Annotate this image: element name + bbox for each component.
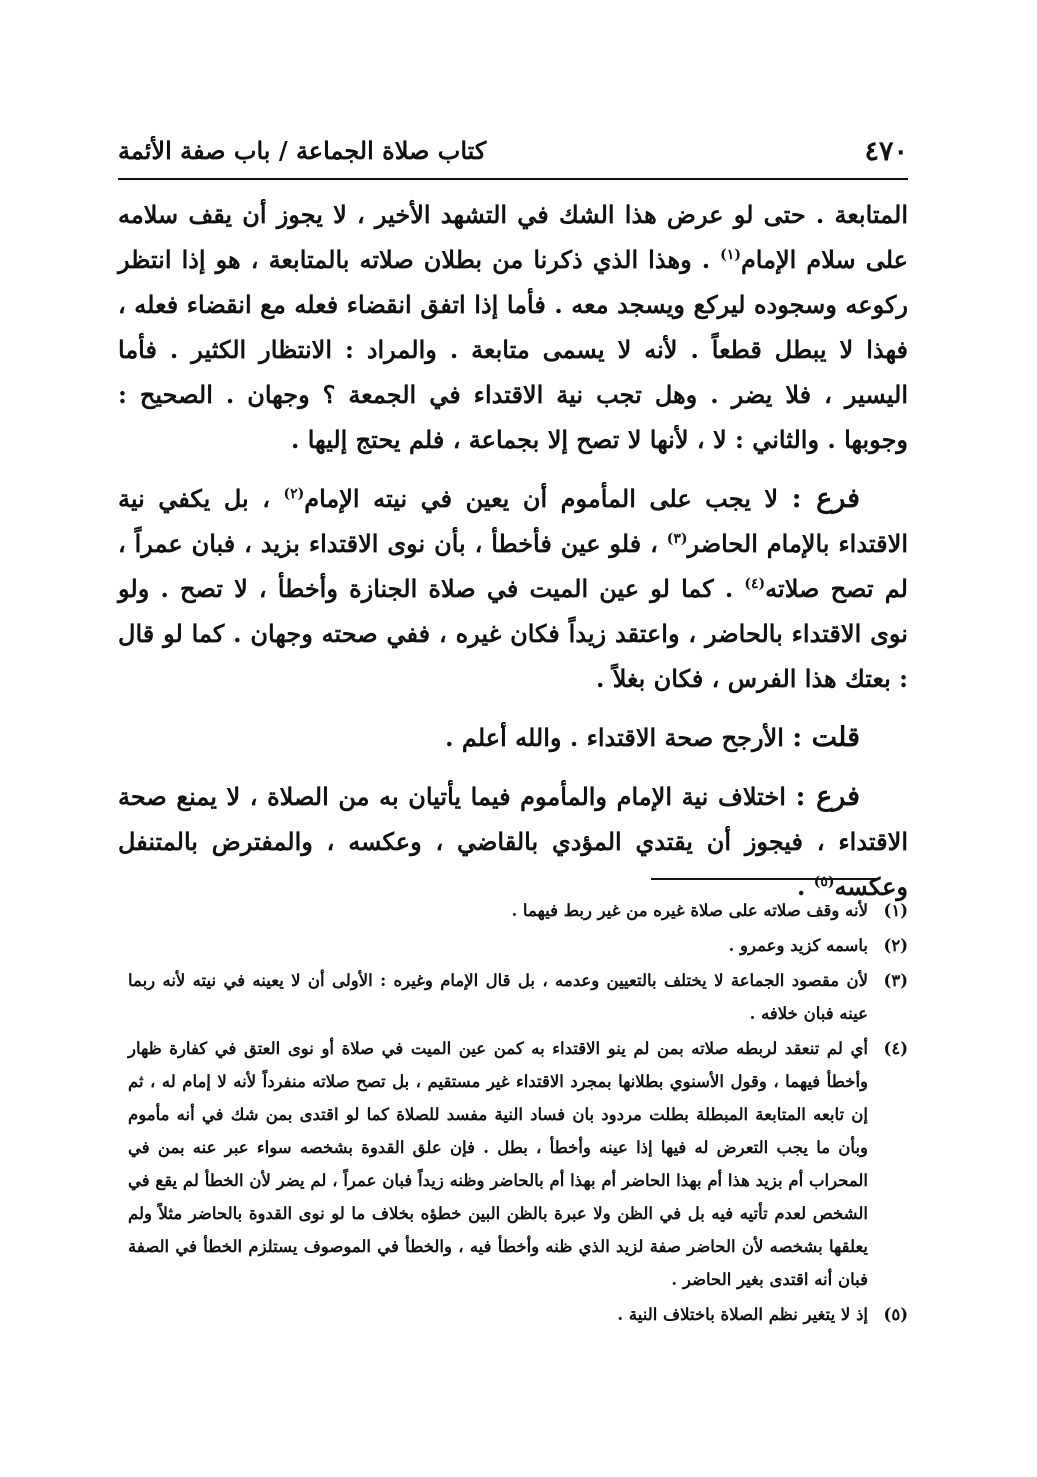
page-header [118,132,908,176]
footnote [128,894,908,927]
footnote-number: (٢) [883,936,908,955]
footnote-ref: (٤) [744,576,766,592]
footnote [128,929,908,962]
paragraph-lead: فرع : [795,781,860,812]
footnote-text: أي لم تنعقد لربطه صلاته بمن لم ينو الاقتداء به كمن عين الميت في صلاة أو نوى العتق في كفارة ظهار وأخطأ فيهما ، وقول الأسنوي بطلانها بمجرد الاقتداء غير مستقيم ، بل تصح صلاته منفرداً لأنه لا إمام له ، ثم إن تابعه المتابعة المبطلة بطلت مردود بان فساد النية مفسد للصلاة كما لو اقتدى بمن شك في أنه مأموم وبأن ما يجب التعرض له فيها إذا عينه وأخطأ ، بطل . فإن علق القدوة بشخصه سواء عبر عنه بمن في المحراب أم بزيد هذا أم بهذا الحاضر أم بهذا أم بالحاضر وظنه زيداً فبان عمراً ، لم يضر لأن الخطأ لم يقع في الشخص لعدم تأتيه فيه بل في الظن ولا عبرة بالظن البين خطؤه بخلاف ما لو نوى القدوة بالحاضر مثلاً ولم يعلقها بشخصه لأن الحاضر صفة لزيد الذي ظنه وأخطأ فيه ، والخطأ في الموصوف يستلزم الخطأ في الصفة فبان أنه اقتدى بغير الحاضر . [128,1039,868,1289]
footnote-ref: (٥) [813,874,835,890]
page-number: ٤٧٠ [864,136,908,167]
footnote-ref: (٣) [666,531,688,547]
paragraph-text: المتابعة . حتى لو عرض هذا الشك في التشهد الأخير ، لا يجوز أن يقف سلامه على سلام الإمام [118,200,908,274]
footnote-ref: (٢) [283,486,305,502]
paragraph-text: ، بل يكفي نية الاقتداء بالإمام الحاضر [118,484,908,558]
footnote-ref: (١) [720,247,741,263]
footnote-number: (٤) [883,1039,908,1058]
paragraph-text: الأرجح صحة الاقتداء . والله أعلم . [445,723,793,752]
paragraph-text: . [797,872,814,901]
footnote-text: لأنه وقف صلاته على صلاة غيره من غير ربط فيهما . [511,901,868,920]
paragraph-text: . وهذا الذي ذكرنا من بطلان صلاته بالمتابعة ، هو إذا انتظر ركوعه وسجوده ليركع ويسجد معه . فأما إذا اتفق انقضاء فعله مع انقضاء فعله ، فهذا لا يبطل قطعاً . لأنه لا يسمى متابعة . والمراد : الانتظار الكثير . فأما اليسير ، فلا يضر . وهل تجب نية الاقتداء في الجمعة ؟ وجهان . الصحيح : وجوبها . والثاني : لا ، لأنها لا تصح إلا بجماعة ، فلم يحتج إليها . [118,245,908,454]
footnote-divider [651,878,879,880]
footnote [128,1032,908,1296]
paragraph-text: ، فلو عين فأخطأ ، بأن نوى الاقتداء بزيد ، فبان عمراً ، لم تصح صلاته [118,529,908,603]
footnote-number: (٥) [883,1305,908,1324]
footnote-number: (١) [883,901,908,920]
paragraph [118,715,908,760]
header-divider [118,178,908,180]
paragraph-text: لا يجب على المأموم أن يعين في نيته الإمام [304,484,792,513]
footnote-number: (٣) [883,971,908,990]
footnote-text: باسمه كزيد وعمرو . [728,936,868,955]
paragraph [118,192,908,462]
main-text [118,192,908,923]
running-title: كتاب صلاة الجماعة / باب صفة الأئمة [118,136,487,165]
paragraph-text: اختلاف نية الإمام والمأموم فيما يأتيان به من الصلاة ، لا يمنع صحة الاقتداء ، فيجوز أن يقتدي المؤدي بالقاضي ، وعكسه ، والمفترض بالمتنفل وعكسه [118,782,909,901]
footnote-text: لأن مقصود الجماعة لا يختلف بالتعيين وعدمه ، بل قال الإمام وغيره : الأولى أن لا يعينه في نيته لأنه ربما عينه فبان خلافه . [128,971,868,1023]
paragraph [118,476,908,701]
paragraph-text: . كما لو عين الميت في صلاة الجنازة وأخطأ ، لا تصح . ولو نوى الاقتداء بالحاضر ، واعتقد زيداً فكان غيره ، ففي صحته وجهان . كما لو قال : بعتك هذا الفرس ، فكان بغلاً . [118,574,908,693]
footnotes [128,894,908,1333]
footnote-text: إذ لا يتغير نظم الصلاة باختلاف النية . [617,1305,868,1324]
paragraph-lead: قلت : [792,722,860,753]
paragraph-lead: فرع : [791,483,860,514]
footnote [128,964,908,1030]
paragraph [118,774,908,909]
footnote [128,1298,908,1331]
